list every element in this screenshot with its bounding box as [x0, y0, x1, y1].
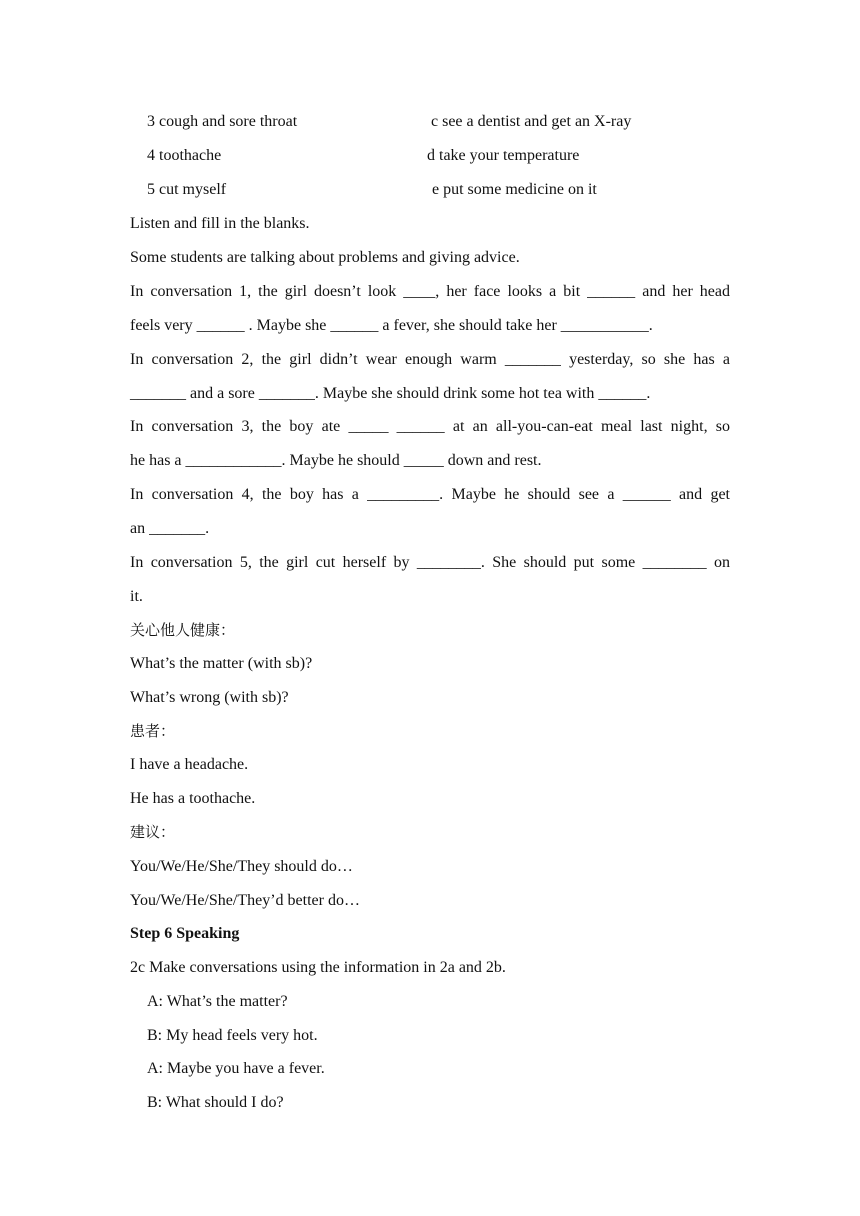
matching-row: [147, 146, 747, 166]
patient-expression: I have a headache.: [130, 756, 249, 773]
conversation-line: In conversation 5, the girl cut herself by ________. She should put some ________ on: [130, 554, 730, 571]
care-expression: What’s wrong (with sb)?: [130, 689, 289, 706]
matching-row: [147, 112, 747, 132]
matching-problem: 5 cut myself: [147, 181, 227, 198]
dialogue-line: A: What’s the matter?: [147, 993, 288, 1010]
care-expression: What’s the matter (with sb)?: [130, 655, 313, 672]
conversation-line: feels very ______ . Maybe she ______ a fever, she should take her ___________.: [130, 317, 653, 334]
matching-problem: 4 toothache: [147, 147, 222, 164]
dialogue-line: B: My head feels very hot.: [147, 1027, 318, 1044]
matching-advice: e put some medicine on it: [432, 181, 597, 198]
listen-heading: Listen and fill in the blanks.: [130, 215, 310, 232]
care-heading: 关心他人健康：: [130, 621, 236, 639]
patient-expression: He has a toothache.: [130, 790, 256, 807]
advice-heading: 建议：: [130, 823, 176, 841]
conversation-line: it.: [130, 588, 143, 605]
dialogue-line: B: What should I do?: [147, 1094, 284, 1111]
conversation-line: In conversation 2, the girl didn’t wear enough warm _______ yesterday, so she has a: [130, 351, 730, 368]
task-instruction: 2c Make conversations using the information in 2a and 2b.: [130, 959, 506, 976]
advice-expression: You/We/He/She/They should do…: [130, 858, 353, 875]
conversation-line: an _______.: [130, 520, 210, 537]
conversation-line: _______ and a sore _______. Maybe she should drink some hot tea with ______.: [130, 385, 651, 402]
conversation-line: In conversation 1, the girl doesn’t look ____, her face looks a bit ______ and her head: [130, 283, 730, 300]
step-title: Step 6 Speaking: [130, 925, 240, 942]
patient-heading: 患者：: [130, 722, 176, 740]
conversation-line: he has a ____________. Maybe he should _____ down and rest.: [130, 452, 542, 469]
conversation-line: In conversation 3, the boy ate _____ ______ at an all-you-can-eat meal last night, so: [130, 418, 730, 435]
matching-advice: d take your temperature: [427, 147, 580, 164]
dialogue-line: A: Maybe you have a fever.: [147, 1060, 325, 1077]
matching-advice: c see a dentist and get an X-ray: [431, 113, 632, 130]
conversation-line: In conversation 4, the boy has a _________. Maybe he should see a ______ and get: [130, 486, 730, 503]
matching-problem: 3 cough and sore throat: [147, 113, 298, 130]
advice-expression: You/We/He/She/They’d better do…: [130, 892, 360, 909]
matching-row: [147, 180, 747, 200]
listen-intro: Some students are talking about problems and giving advice.: [130, 249, 520, 266]
